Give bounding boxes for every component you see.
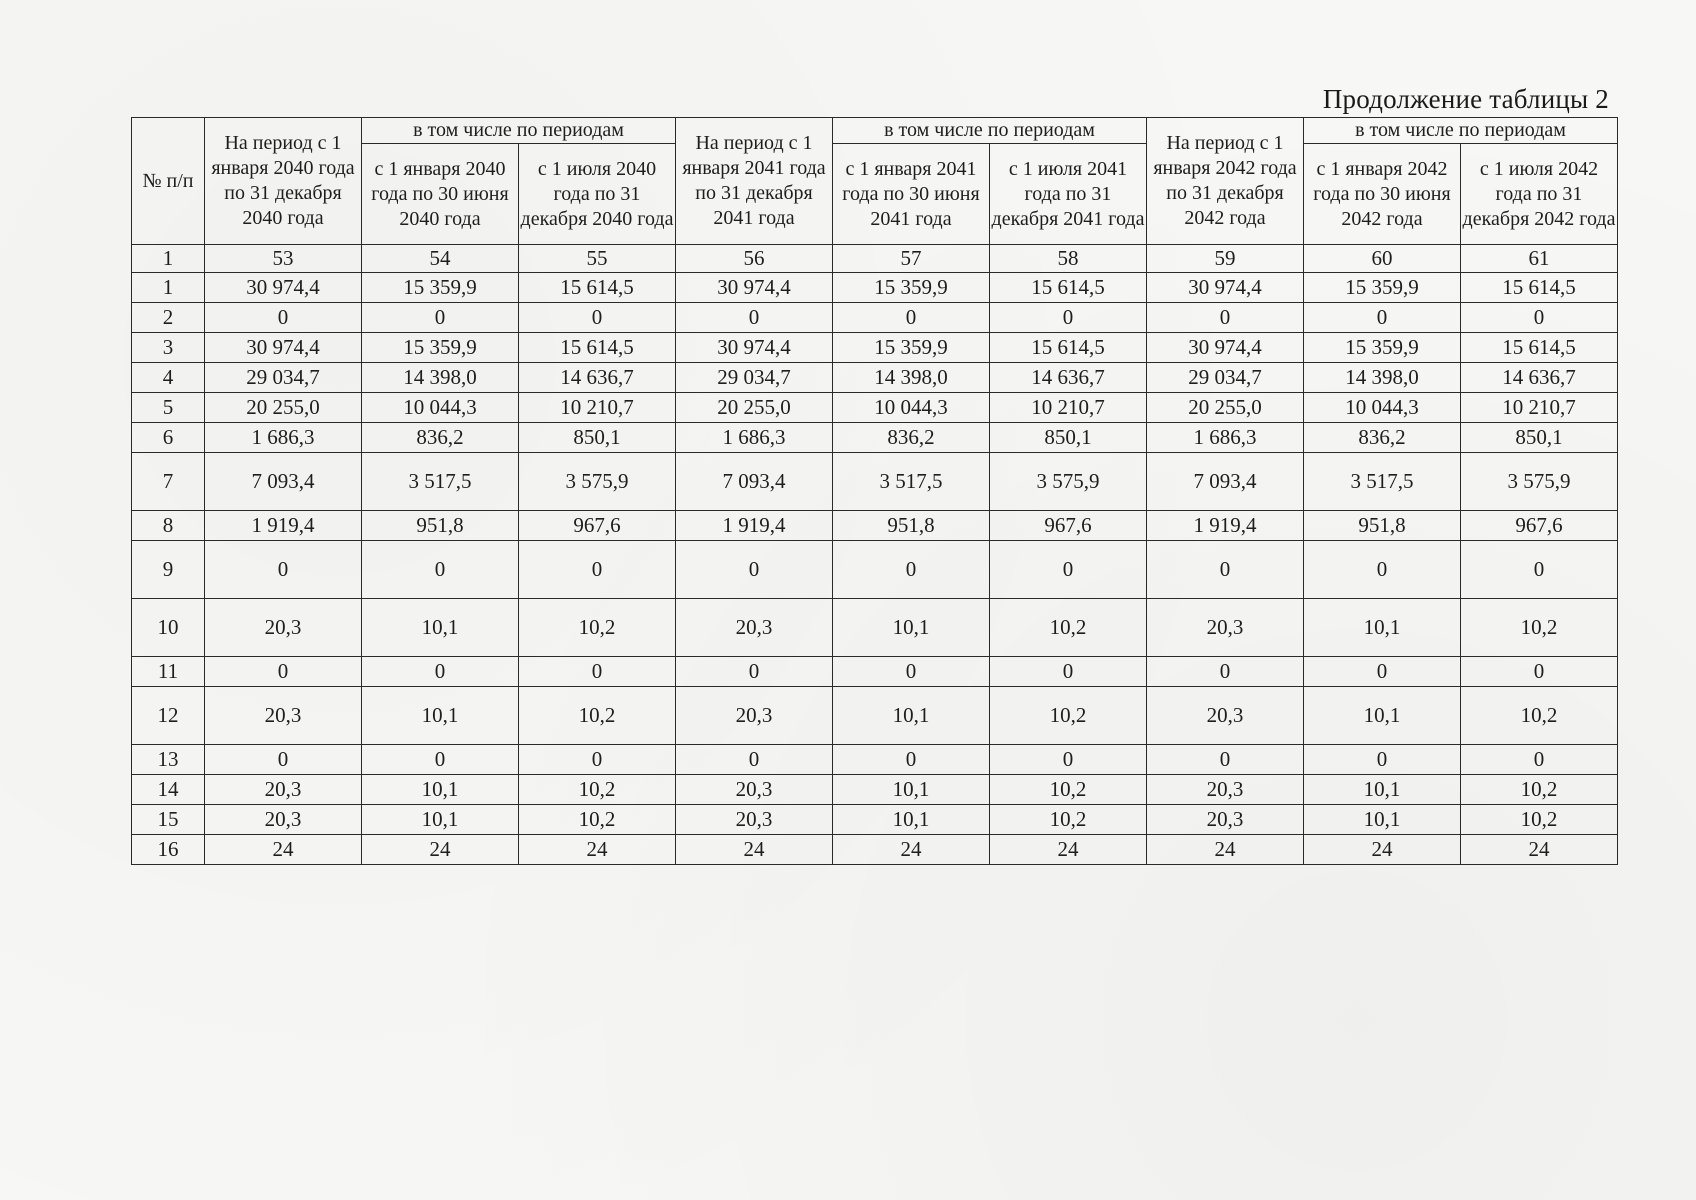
table-cell: 0 (833, 303, 990, 333)
data-table (131, 117, 1618, 865)
table-cell: 24 (519, 835, 676, 865)
table-cell: 1 919,4 (676, 511, 833, 541)
column-number: 60 (1304, 245, 1461, 273)
table-cell: 30 974,4 (205, 273, 362, 303)
header-half1-2040: с 1 января 2040 года по 30 июня 2040 года (362, 144, 519, 245)
table-cell: 14 636,7 (990, 363, 1147, 393)
table-cell: 24 (1147, 835, 1304, 865)
table-cell: 20,3 (1147, 775, 1304, 805)
table-row (132, 393, 1618, 423)
table-cell: 0 (362, 303, 519, 333)
column-number: 55 (519, 245, 676, 273)
table-cell: 967,6 (1461, 511, 1618, 541)
column-number: 53 (205, 245, 362, 273)
table-cell: 3 575,9 (1461, 453, 1618, 511)
row-number: 13 (132, 745, 205, 775)
table-cell: 0 (362, 541, 519, 599)
table-cell: 10,2 (519, 775, 676, 805)
table-cell: 20,3 (676, 687, 833, 745)
table-cell: 15 614,5 (1461, 333, 1618, 363)
table-cell: 15 359,9 (833, 273, 990, 303)
table-cell: 14 398,0 (833, 363, 990, 393)
row-number: 16 (132, 835, 205, 865)
table-cell: 0 (1147, 541, 1304, 599)
row-number: 4 (132, 363, 205, 393)
table-cell: 0 (1304, 657, 1461, 687)
table-cell: 7 093,4 (205, 453, 362, 511)
table-cell: 20,3 (205, 775, 362, 805)
table-row (132, 775, 1618, 805)
table-cell: 3 575,9 (990, 453, 1147, 511)
table-cell: 10,2 (519, 687, 676, 745)
table-cell: 0 (990, 745, 1147, 775)
table-cell: 7 093,4 (676, 453, 833, 511)
table-cell: 10,2 (990, 599, 1147, 657)
header-no: № п/п (132, 118, 205, 245)
table-row (132, 745, 1618, 775)
row-number: 5 (132, 393, 205, 423)
table-caption: Продолжение таблицы 2 (1322, 84, 1609, 114)
header-period-2041: На период с 1 января 2041 года по 31 декабря 2041 года (676, 118, 833, 245)
table-cell: 20,3 (205, 687, 362, 745)
table-cell: 29 034,7 (1147, 363, 1304, 393)
table-row (132, 687, 1618, 745)
table-cell: 1 919,4 (205, 511, 362, 541)
table-cell: 10,2 (990, 805, 1147, 835)
table-cell: 0 (676, 303, 833, 333)
table-cell: 10,1 (1304, 687, 1461, 745)
table-cell: 14 636,7 (1461, 363, 1618, 393)
table-cell: 0 (1461, 541, 1618, 599)
header-subgroup-2041: в том числе по периодам (833, 118, 1147, 144)
table-cell: 1 686,3 (676, 423, 833, 453)
table-cell: 15 614,5 (990, 333, 1147, 363)
table-cell: 15 614,5 (519, 333, 676, 363)
table-cell: 951,8 (1304, 511, 1461, 541)
table-row (132, 363, 1618, 393)
table-cell: 3 517,5 (1304, 453, 1461, 511)
table-row (132, 423, 1618, 453)
column-number: 1 (132, 245, 205, 273)
header-half2-2042: с 1 июля 2042 года по 31 декабря 2042 года (1461, 144, 1618, 245)
header-subgroup-2040: в том числе по периодам (362, 118, 676, 144)
table-cell: 30 974,4 (1147, 273, 1304, 303)
table-row (132, 333, 1618, 363)
column-number: 61 (1461, 245, 1618, 273)
table-cell: 0 (205, 303, 362, 333)
table-cell: 15 359,9 (362, 273, 519, 303)
table-cell: 10,1 (833, 775, 990, 805)
table-cell: 10,1 (833, 599, 990, 657)
table-cell: 24 (1461, 835, 1618, 865)
row-number: 2 (132, 303, 205, 333)
table-cell: 24 (1304, 835, 1461, 865)
table-cell: 0 (1147, 657, 1304, 687)
table-cell: 967,6 (519, 511, 676, 541)
table-cell: 0 (205, 745, 362, 775)
row-number: 10 (132, 599, 205, 657)
table-cell: 20,3 (1147, 805, 1304, 835)
table-cell: 7 093,4 (1147, 453, 1304, 511)
table-cell: 30 974,4 (676, 333, 833, 363)
table-cell: 0 (676, 745, 833, 775)
table-cell: 20 255,0 (676, 393, 833, 423)
row-number: 3 (132, 333, 205, 363)
table-body (132, 273, 1618, 865)
table-cell: 836,2 (1304, 423, 1461, 453)
row-number: 1 (132, 273, 205, 303)
table-row (132, 303, 1618, 333)
table-cell: 1 686,3 (205, 423, 362, 453)
table-cell: 0 (205, 657, 362, 687)
table-cell: 3 575,9 (519, 453, 676, 511)
table-cell: 15 359,9 (1304, 273, 1461, 303)
table-cell: 24 (676, 835, 833, 865)
table-cell: 0 (519, 541, 676, 599)
table-cell: 0 (1461, 657, 1618, 687)
column-number: 54 (362, 245, 519, 273)
table-cell: 10 044,3 (362, 393, 519, 423)
table-cell: 14 398,0 (362, 363, 519, 393)
table-cell: 850,1 (990, 423, 1147, 453)
table-cell: 10 210,7 (990, 393, 1147, 423)
table-cell: 15 614,5 (1461, 273, 1618, 303)
table-cell: 1 686,3 (1147, 423, 1304, 453)
table-cell: 3 517,5 (833, 453, 990, 511)
table-cell: 10 044,3 (1304, 393, 1461, 423)
table-cell: 0 (676, 541, 833, 599)
table-cell: 24 (205, 835, 362, 865)
table-cell: 15 359,9 (1304, 333, 1461, 363)
header-column-numbers (132, 245, 1618, 273)
table-cell: 30 974,4 (205, 333, 362, 363)
column-number: 58 (990, 245, 1147, 273)
table-cell: 20,3 (1147, 687, 1304, 745)
header-subgroup-2042: в том числе по периодам (1304, 118, 1618, 144)
table-cell: 10,1 (362, 687, 519, 745)
table-cell: 20 255,0 (1147, 393, 1304, 423)
table-cell: 10,1 (1304, 599, 1461, 657)
table-cell: 0 (833, 657, 990, 687)
table-cell: 24 (833, 835, 990, 865)
table-cell: 836,2 (362, 423, 519, 453)
table-cell: 0 (362, 745, 519, 775)
table-cell: 10,2 (519, 599, 676, 657)
table-cell: 0 (833, 745, 990, 775)
table-cell: 10,2 (1461, 687, 1618, 745)
table-cell: 29 034,7 (205, 363, 362, 393)
table-row (132, 511, 1618, 541)
table-cell: 30 974,4 (1147, 333, 1304, 363)
header-half2-2041: с 1 июля 2041 года по 31 декабря 2041 года (990, 144, 1147, 245)
table-cell: 10 044,3 (833, 393, 990, 423)
table-cell: 10,2 (990, 687, 1147, 745)
row-number: 7 (132, 453, 205, 511)
column-number: 57 (833, 245, 990, 273)
table-cell: 836,2 (833, 423, 990, 453)
table-row (132, 805, 1618, 835)
table-cell: 29 034,7 (676, 363, 833, 393)
table-cell: 30 974,4 (676, 273, 833, 303)
table-cell: 0 (1461, 745, 1618, 775)
table-cell: 0 (1304, 541, 1461, 599)
table-cell: 951,8 (833, 511, 990, 541)
table-cell: 20,3 (205, 805, 362, 835)
header-row-groups (132, 118, 1618, 144)
table-row (132, 541, 1618, 599)
table-cell: 10 210,7 (1461, 393, 1618, 423)
table-cell: 10,2 (1461, 599, 1618, 657)
header-half1-2041: с 1 января 2041 года по 30 июня 2041 года (833, 144, 990, 245)
row-number: 11 (132, 657, 205, 687)
table-cell: 20,3 (676, 599, 833, 657)
table-cell: 0 (519, 657, 676, 687)
header-half2-2040: с 1 июля 2040 года по 31 декабря 2040 года (519, 144, 676, 245)
table-cell: 0 (990, 303, 1147, 333)
table-cell: 15 614,5 (990, 273, 1147, 303)
row-number: 8 (132, 511, 205, 541)
table-cell: 10,1 (362, 775, 519, 805)
table-cell: 15 359,9 (362, 333, 519, 363)
table-cell: 850,1 (1461, 423, 1618, 453)
table-cell: 0 (990, 657, 1147, 687)
table-cell: 10,2 (519, 805, 676, 835)
table-cell: 20,3 (1147, 599, 1304, 657)
table-cell: 10,1 (1304, 775, 1461, 805)
row-number: 15 (132, 805, 205, 835)
table-cell: 0 (519, 745, 676, 775)
table-cell: 967,6 (990, 511, 1147, 541)
table-cell: 3 517,5 (362, 453, 519, 511)
header-period-2040: На период с 1 января 2040 года по 31 декабря 2040 года (205, 118, 362, 245)
table-cell: 1 919,4 (1147, 511, 1304, 541)
table-row (132, 453, 1618, 511)
table-cell: 10,2 (990, 775, 1147, 805)
row-number: 6 (132, 423, 205, 453)
table-cell: 0 (990, 541, 1147, 599)
table-cell: 24 (990, 835, 1147, 865)
table-cell: 10,1 (1304, 805, 1461, 835)
table-cell: 14 398,0 (1304, 363, 1461, 393)
table-cell: 10,1 (833, 687, 990, 745)
table-cell: 0 (833, 541, 990, 599)
table-cell: 0 (676, 657, 833, 687)
table-cell: 20,3 (676, 805, 833, 835)
table-cell: 20 255,0 (205, 393, 362, 423)
row-number: 14 (132, 775, 205, 805)
table-cell: 15 359,9 (833, 333, 990, 363)
table-cell: 0 (1147, 745, 1304, 775)
table-cell: 14 636,7 (519, 363, 676, 393)
table-cell: 10,2 (1461, 805, 1618, 835)
table-cell: 15 614,5 (519, 273, 676, 303)
table-cell: 0 (519, 303, 676, 333)
row-number: 12 (132, 687, 205, 745)
table-cell: 0 (1304, 745, 1461, 775)
table-row (132, 835, 1618, 865)
table-cell: 20,3 (205, 599, 362, 657)
table-cell: 0 (1147, 303, 1304, 333)
table-cell: 0 (362, 657, 519, 687)
table-cell: 0 (205, 541, 362, 599)
table-cell: 0 (1461, 303, 1618, 333)
table-cell: 10 210,7 (519, 393, 676, 423)
row-number: 9 (132, 541, 205, 599)
table-cell: 10,1 (833, 805, 990, 835)
table-row (132, 599, 1618, 657)
table-row (132, 273, 1618, 303)
table-row (132, 657, 1618, 687)
table-cell: 850,1 (519, 423, 676, 453)
table-cell: 10,1 (362, 805, 519, 835)
header-period-2042: На период с 1 января 2042 года по 31 декабря 2042 года (1147, 118, 1304, 245)
table-cell: 10,2 (1461, 775, 1618, 805)
column-number: 59 (1147, 245, 1304, 273)
table-cell: 20,3 (676, 775, 833, 805)
column-number: 56 (676, 245, 833, 273)
table-cell: 24 (362, 835, 519, 865)
table-cell: 10,1 (362, 599, 519, 657)
table-cell: 951,8 (362, 511, 519, 541)
header-half1-2042: с 1 января 2042 года по 30 июня 2042 года (1304, 144, 1461, 245)
table-header (132, 118, 1618, 273)
table-cell: 0 (1304, 303, 1461, 333)
